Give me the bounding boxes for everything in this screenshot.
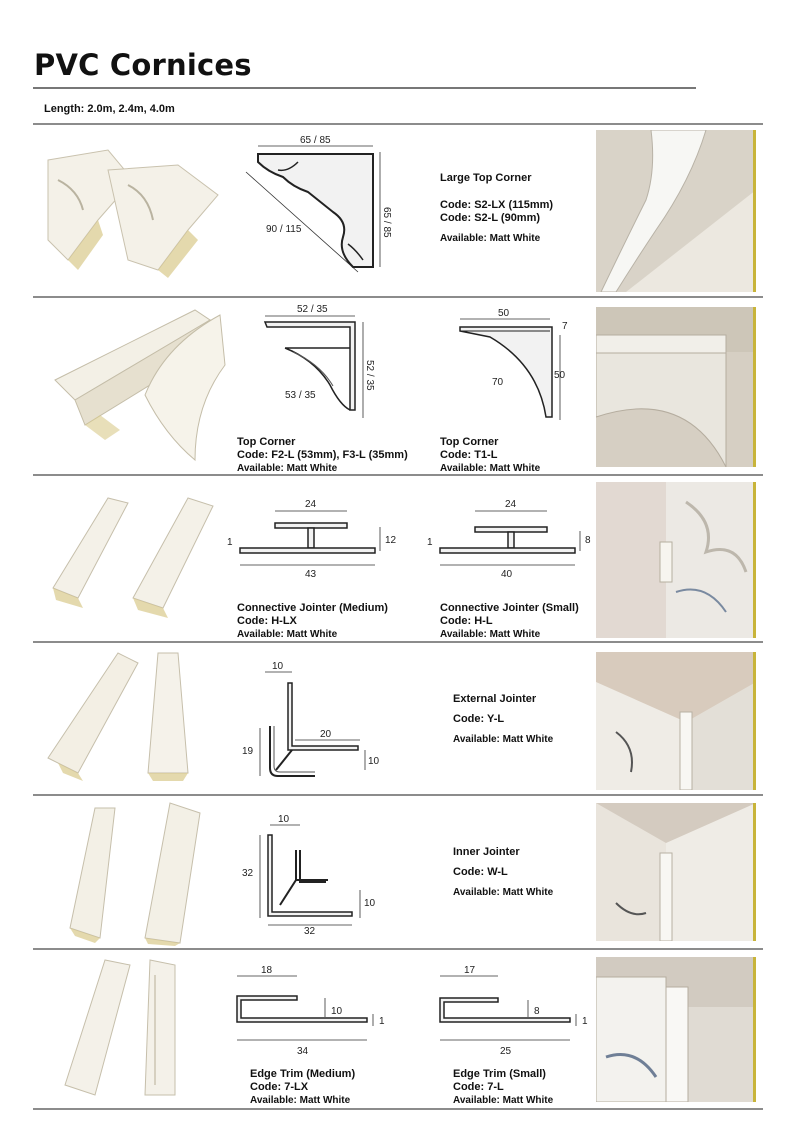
large-top-corner-profile-diagram bbox=[238, 132, 398, 277]
product-name: Connective Jointer (Medium) bbox=[237, 602, 388, 614]
edge-trim-medium-diagram bbox=[225, 962, 405, 1062]
top-corner-t1-info bbox=[440, 436, 540, 475]
external-jointer-diagram bbox=[240, 658, 390, 783]
large-top-corner-product-image bbox=[38, 140, 228, 280]
edge-trim-product-image bbox=[55, 955, 215, 1100]
large-top-corner-installed-photo bbox=[596, 130, 756, 292]
dim-left: 1 bbox=[227, 537, 233, 548]
title-divider bbox=[33, 87, 696, 89]
availability: Available: Matt White bbox=[453, 887, 554, 898]
dim-left: 32 bbox=[242, 868, 254, 879]
length-info: Length: 2.0m, 2.4m, 4.0m bbox=[44, 103, 175, 115]
inner-jointer-info bbox=[453, 846, 553, 899]
dim-small: 7 bbox=[562, 321, 568, 332]
edge-trim-medium-info bbox=[250, 1068, 355, 1107]
edge-trim-small-info bbox=[453, 1068, 553, 1107]
product-code: Code: Y-L bbox=[453, 713, 505, 725]
product-name: Top Corner bbox=[440, 436, 499, 448]
dim-right: 1 bbox=[582, 1016, 588, 1027]
large-top-corner-info bbox=[440, 172, 553, 245]
product-code: Code: H-L bbox=[440, 615, 493, 627]
top-corner-product-image bbox=[45, 305, 225, 465]
dim-side: 65 / 85 bbox=[381, 207, 392, 238]
edge-trim-small-diagram bbox=[428, 962, 608, 1062]
dim-top: 10 bbox=[272, 661, 284, 672]
dim-diag: 53 / 35 bbox=[285, 390, 316, 401]
top-corner-t1-profile-diagram bbox=[450, 305, 580, 425]
connective-jointer-product-image bbox=[38, 488, 218, 628]
external-jointer-info bbox=[453, 693, 553, 746]
dim-right: 8 bbox=[585, 535, 591, 546]
availability: Available: Matt White bbox=[440, 233, 541, 244]
external-jointer-installed-photo bbox=[596, 652, 756, 790]
top-corner-installed-photo bbox=[596, 307, 756, 467]
product-name: Edge Trim (Medium) bbox=[250, 1068, 356, 1080]
dim-diag: 90 / 115 bbox=[266, 224, 302, 235]
product-name: Edge Trim (Small) bbox=[453, 1068, 546, 1080]
connective-jointer-medium-info bbox=[237, 602, 388, 641]
dim-side: 50 bbox=[554, 370, 566, 381]
dim-top: 24 bbox=[305, 499, 317, 510]
row-divider bbox=[33, 641, 763, 643]
product-name: Top Corner bbox=[237, 436, 296, 448]
dim-bottom: 43 bbox=[305, 569, 317, 580]
top-corner-f2-info bbox=[237, 436, 408, 475]
product-code: Code: 7-L bbox=[453, 1081, 504, 1093]
dim-mid: 20 bbox=[320, 729, 332, 740]
product-name: Inner Jointer bbox=[453, 846, 520, 858]
product-code: Code: H-LX bbox=[237, 615, 297, 627]
dim-mid: 10 bbox=[331, 1006, 343, 1017]
availability: Available: Matt White bbox=[453, 734, 554, 745]
availability: Available: Matt White bbox=[237, 463, 338, 474]
product-code: Code: W-L bbox=[453, 866, 508, 878]
dim-bottom: 32 bbox=[304, 926, 316, 937]
connective-jointer-medium-diagram bbox=[225, 495, 405, 585]
inner-jointer-product-image bbox=[40, 798, 220, 943]
dim-right: 10 bbox=[368, 756, 380, 767]
page-title: PVC Cornices bbox=[34, 48, 252, 82]
dim-right: 10 bbox=[364, 898, 376, 909]
product-code: Code: 7-LX bbox=[250, 1081, 309, 1093]
product-code: Code: S2-LX (115mm) bbox=[440, 199, 554, 211]
product-name: Large Top Corner bbox=[440, 172, 532, 184]
dim-top: 24 bbox=[505, 499, 517, 510]
dim-bottom: 34 bbox=[297, 1046, 309, 1057]
dim-top: 52 / 35 bbox=[297, 304, 328, 315]
dim-diag: 70 bbox=[492, 377, 504, 388]
external-corner-photo-illustration bbox=[596, 652, 756, 790]
row-divider bbox=[33, 296, 763, 298]
edge-trim-installed-photo bbox=[596, 957, 756, 1102]
dim-top: 50 bbox=[498, 308, 510, 319]
availability: Available: Matt White bbox=[453, 1095, 554, 1106]
edge-trim-photo-illustration bbox=[596, 957, 756, 1102]
dim-bottom: 25 bbox=[500, 1046, 512, 1057]
inner-jointer-diagram bbox=[240, 810, 390, 935]
connective-jointer-small-info bbox=[440, 602, 579, 641]
connective-jointer-small-diagram bbox=[425, 495, 605, 585]
inner-jointer-installed-photo bbox=[596, 803, 756, 941]
product-name: Connective Jointer (Small) bbox=[440, 602, 579, 614]
dim-side: 52 / 35 bbox=[364, 360, 375, 391]
dim-top: 18 bbox=[261, 965, 273, 976]
dim-top: 65 / 85 bbox=[300, 135, 331, 146]
availability: Available: Matt White bbox=[237, 629, 338, 640]
dim-left: 1 bbox=[427, 537, 433, 548]
top-corner-f2-profile-diagram bbox=[255, 300, 390, 425]
jointer-photo-illustration bbox=[596, 482, 756, 638]
row-divider bbox=[33, 123, 763, 125]
availability: Available: Matt White bbox=[440, 463, 541, 474]
connective-jointer-installed-photo bbox=[596, 482, 756, 638]
availability: Available: Matt White bbox=[250, 1095, 351, 1106]
availability: Available: Matt White bbox=[440, 629, 541, 640]
product-code: Code: F2-L (53mm), F3-L (35mm) bbox=[237, 449, 408, 461]
dim-mid: 8 bbox=[534, 1006, 540, 1017]
dim-bottom: 40 bbox=[501, 569, 513, 580]
dim-top: 17 bbox=[464, 965, 476, 976]
dim-left: 19 bbox=[242, 746, 254, 757]
external-jointer-product-image bbox=[38, 648, 218, 783]
row-divider bbox=[33, 948, 763, 950]
product-name: External Jointer bbox=[453, 693, 537, 705]
top-corner-photo-illustration bbox=[596, 307, 756, 467]
dim-right: 12 bbox=[385, 535, 397, 546]
row-divider bbox=[33, 1108, 763, 1110]
product-code: Code: T1-L bbox=[440, 449, 498, 461]
dim-top: 10 bbox=[278, 814, 290, 825]
dim-right: 1 bbox=[379, 1016, 385, 1027]
row-divider bbox=[33, 794, 763, 796]
inner-corner-photo-illustration bbox=[596, 803, 756, 941]
product-code: Code: S2-L (90mm) bbox=[440, 212, 541, 224]
cornice-photo-illustration bbox=[596, 130, 756, 292]
